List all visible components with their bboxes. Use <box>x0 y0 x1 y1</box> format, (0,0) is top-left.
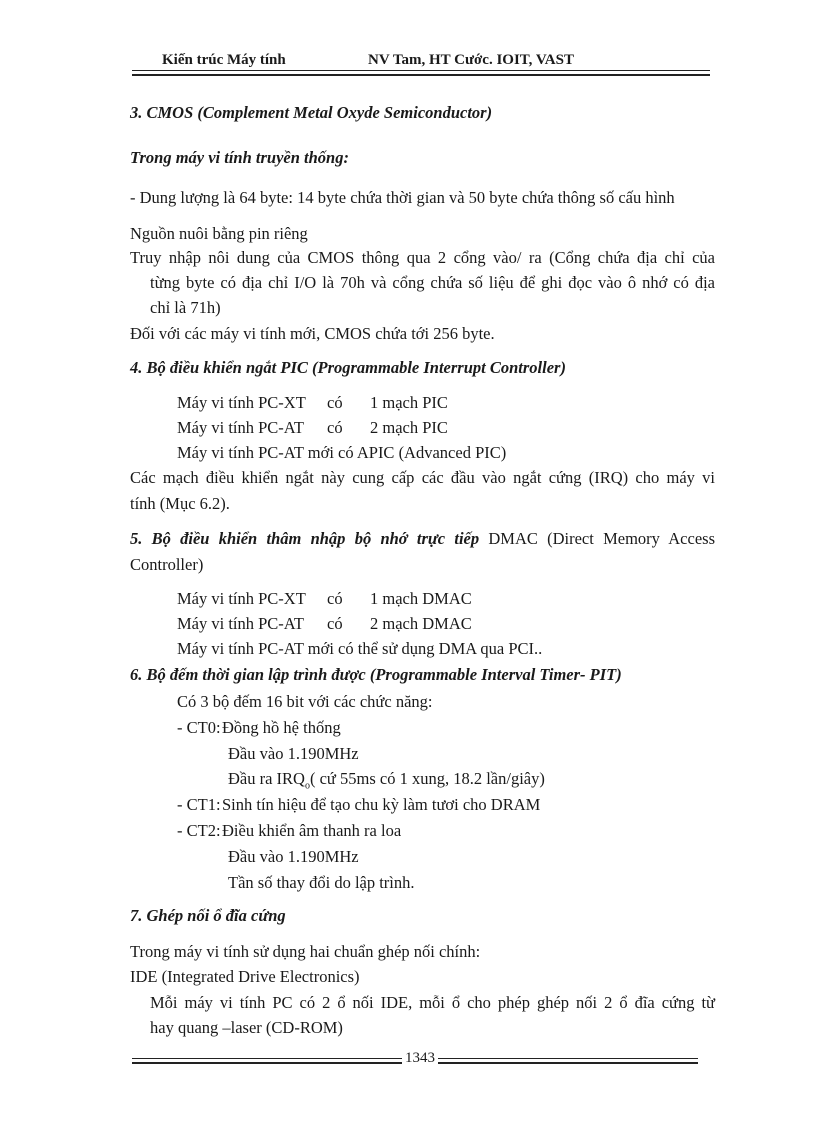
hdd-ide-title: IDE (Integrated Drive Electronics) <box>130 967 360 986</box>
pit-ct1-text: Sinh tín hiệu để tạo chu kỳ làm tươi cho DRAM <box>222 795 541 814</box>
pit-ct2-label: - CT2: <box>177 821 221 840</box>
hdd-ide-desc-line-1: Mỗi máy vi tính PC có 2 ổ nối IDE, mỗi ổ cho phép ghép nối 2 ổ đĩa cứng từ <box>150 993 715 1012</box>
cmos-access-line-3: chỉ là 71h) <box>150 298 221 317</box>
dmac-heading-line-2: Controller) <box>130 555 204 574</box>
subheading-traditional-pc: Trong máy vi tính truyền thống: <box>130 148 349 167</box>
pit-ct0-output-rest: ( cứ 55ms có 1 xung, 18.2 lần/giây) <box>309 769 545 788</box>
dmac-row-1-value: 1 mạch DMAC <box>370 589 472 608</box>
dmac-row-2-value: 2 mạch DMAC <box>370 614 472 633</box>
pic-row-1-value: 1 mạch PIC <box>370 393 448 412</box>
cmos-capacity-bullet: - Dung lượng là 64 byte: 14 byte chứa thời gian và 50 byte chứa thông số cấu hình <box>130 188 675 207</box>
pit-ct0-output <box>228 769 545 792</box>
pit-ct0-label: - CT0: <box>177 718 221 737</box>
footer-rule-left <box>132 1058 402 1064</box>
header-rule <box>132 70 710 76</box>
pic-desc-line-2: tính (Mục 6.2). <box>130 494 230 513</box>
pic-row-2-has: có <box>327 418 343 437</box>
dmac-row-1-has: có <box>327 589 343 608</box>
pic-desc-line-1: Các mạch điều khiển ngắt này cung cấp các đầu vào ngắt cứng (IRQ) cho máy vi <box>130 468 715 487</box>
footer-rule-right <box>438 1058 698 1064</box>
page-number: 1343 <box>405 1050 435 1066</box>
pit-ct0-output-subscript: o <box>304 780 310 792</box>
dmac-heading-rest: DMAC (Direct Memory Access <box>479 529 715 548</box>
pit-intro: Có 3 bộ đếm 16 bit với các chức năng: <box>177 692 433 711</box>
pit-ct2-frequency: Tần số thay đổi do lập trình. <box>228 873 415 892</box>
cmos-new-pc-line: Đối với các máy vi tính mới, CMOS chứa tới 256 byte. <box>130 324 495 343</box>
running-header <box>132 52 710 72</box>
section-heading-dmac <box>130 529 715 549</box>
pic-row-2-value: 2 mạch PIC <box>370 418 448 437</box>
hdd-intro: Trong máy vi tính sử dụng hai chuẩn ghép nối chính: <box>130 942 481 961</box>
pit-ct0-output-prefix: Đầu ra IRQ <box>228 769 305 788</box>
section-heading-hdd: 7. Ghép nối ổ đĩa cứng <box>130 906 286 925</box>
section-heading-pic: 4. Bộ điều khiển ngắt PIC (Programmable Interrupt Controller) <box>130 358 566 377</box>
pic-row-2-label: Máy vi tính PC-AT <box>177 418 304 437</box>
pit-ct2-input: Đầu vào 1.190MHz <box>228 847 359 866</box>
dmac-row-2-has: có <box>327 614 343 633</box>
pit-ct0-text: Đồng hồ hệ thống <box>222 718 341 737</box>
section-heading-pit: 6. Bộ đếm thời gian lập trình được (Programmable Interval Timer- PIT) <box>130 665 622 684</box>
pic-row-1-has: có <box>327 393 343 412</box>
header-authors: NV Tam, HT Cước. IOIT, VAST <box>368 52 574 68</box>
pit-ct1-label: - CT1: <box>177 795 221 814</box>
cmos-access-line-1: Truy nhập nôi dung của CMOS thông qua 2 cổng vào/ ra (Cổng chứa địa chỉ của <box>130 248 715 267</box>
dmac-row-2-label: Máy vi tính PC-AT <box>177 614 304 633</box>
cmos-access-line-2: từng byte có địa chỉ I/O là 70h và cổng chứa số liệu để ghi đọc vào ô nhớ có địa <box>150 273 715 292</box>
pit-ct0-input: Đầu vào 1.190MHz <box>228 744 359 763</box>
dmac-row-1-label: Máy vi tính PC-XT <box>177 589 306 608</box>
dmac-heading-bold: 5. Bộ điều khiển thâm nhập bộ nhớ trực tiếp <box>130 529 480 548</box>
pic-row-1-label: Máy vi tính PC-XT <box>177 393 306 412</box>
header-book-title: Kiến trúc Máy tính <box>162 52 286 68</box>
pic-row-3: Máy vi tính PC-AT mới có APIC (Advanced PIC) <box>177 443 507 462</box>
section-heading-cmos: 3. CMOS (Complement Metal Oxyde Semiconductor) <box>130 103 493 122</box>
pit-ct2-text: Điều khiển âm thanh ra loa <box>222 821 402 840</box>
cmos-power-line: Nguồn nuôi bằng pin riêng <box>130 224 308 243</box>
hdd-ide-desc-line-2: hay quang –laser (CD-ROM) <box>150 1018 343 1037</box>
dmac-row-3: Máy vi tính PC-AT mới có thể sử dụng DMA qua PCI.. <box>177 639 543 658</box>
